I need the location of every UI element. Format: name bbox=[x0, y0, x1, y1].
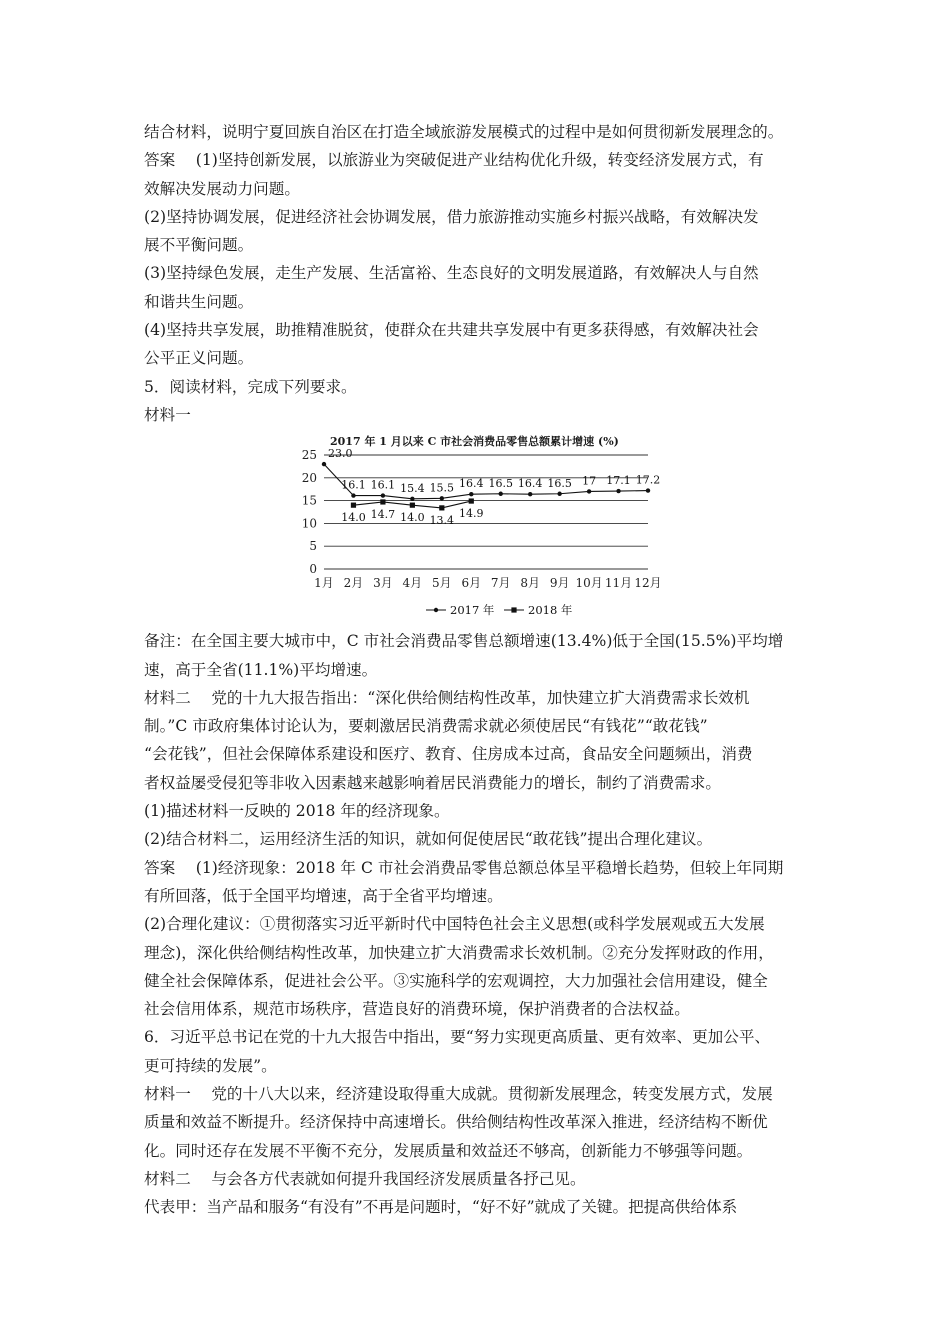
series-2017-point bbox=[499, 492, 503, 496]
question-6-heading: 6．习近平总书记在党的十九大报告中指出，要“努力实现更高质量、更有效率、更加公平、 bbox=[144, 1028, 771, 1047]
text-line: 公平正义问题。 bbox=[144, 349, 254, 368]
y-tick-label: 20 bbox=[301, 471, 317, 486]
y-tick-label: 25 bbox=[301, 448, 317, 463]
text-line: “会花钱”，但社会保障体系建设和医疗、教育、住房成本过高，食品安全问题频出，消费 bbox=[144, 745, 753, 764]
data-label: 15.4 bbox=[400, 482, 425, 496]
x-tick-label: 1月 bbox=[314, 576, 334, 591]
material-1-label: 材料一 bbox=[144, 405, 191, 424]
text-line: 更可持续的发展”。 bbox=[144, 1056, 277, 1075]
legend-label: 2017 年 bbox=[450, 603, 495, 618]
series-2017-point bbox=[351, 494, 355, 498]
line-chart-svg bbox=[144, 429, 824, 627]
answer-line: 答案 (1)经济现象：2018 年 C 市社会消费品零售总额总体呈平稳增长趋势，但较上年同期 bbox=[144, 858, 784, 877]
text-line: (2)坚持协调发展，促进经济社会协调发展，借力旅游推动实施乡村振兴战略，有效解决发 bbox=[144, 207, 759, 226]
data-label: 16.4 bbox=[459, 477, 484, 491]
data-label: 16.5 bbox=[547, 477, 572, 491]
text-block-upper bbox=[144, 118, 824, 429]
question-5-heading: 5．阅读材料，完成下列要求。 bbox=[144, 377, 357, 396]
series-2017-point bbox=[322, 462, 326, 466]
series-2017-point bbox=[381, 494, 385, 498]
series-2018-point bbox=[380, 500, 385, 505]
document-page bbox=[144, 118, 824, 1222]
x-tick-label: 9月 bbox=[549, 576, 570, 591]
series-2018-point bbox=[439, 506, 444, 511]
text-block-lower bbox=[144, 627, 824, 1221]
data-label: 16.4 bbox=[517, 477, 543, 491]
series-2017-point bbox=[646, 489, 650, 493]
x-tick-label: 7月 bbox=[490, 576, 511, 591]
material-2-text: 材料二 党的十九大报告指出：“深化供给侧结构性改革，加快建立扩大消费需求长效机 bbox=[144, 688, 750, 707]
data-label: 16.1 bbox=[370, 478, 396, 492]
legend-label: 2018 年 bbox=[528, 603, 573, 618]
material-1-text: 材料一 党的十八大以来，经济建设取得重大成就。贯彻新发展理念，转变发展方式，发展 bbox=[144, 1085, 773, 1104]
text-line: 速，高于全省(11.1%)平均增速。 bbox=[144, 660, 378, 679]
x-tick-label: 6月 bbox=[461, 576, 482, 591]
data-label: 17 bbox=[582, 474, 597, 488]
x-tick-label: 11月 bbox=[604, 576, 633, 591]
text-line: 者权益屡受侵犯等非收入因素越来越影响着居民消费能力的增长，制约了消费需求。 bbox=[144, 773, 721, 792]
series-2017-point bbox=[616, 489, 620, 493]
text-line: 结合材料，说明宁夏回族自治区在打造全域旅游发展模式的过程中是如何贯彻新发展理念的。 bbox=[144, 123, 784, 141]
text-line: 理念)，深化供给侧结构性改革，加快建立扩大消费需求长效机制。②充分发挥财政的作用， bbox=[144, 943, 774, 962]
data-label: 14.7 bbox=[370, 508, 396, 522]
x-tick-label: 8月 bbox=[520, 576, 541, 591]
data-label: 16.1 bbox=[341, 478, 366, 492]
series-2017-point bbox=[440, 496, 444, 500]
series-2017-point bbox=[410, 497, 414, 501]
data-label: 14.0 bbox=[341, 511, 366, 525]
x-tick-label: 10月 bbox=[575, 576, 603, 591]
series-2017-point bbox=[557, 492, 561, 496]
material-2-text: 材料二 与会各方代表就如何提升我国经济发展质量各抒己见。 bbox=[144, 1169, 586, 1188]
y-tick-label: 0 bbox=[309, 562, 317, 577]
text-line: 展不平衡问题。 bbox=[144, 236, 254, 255]
data-label: 13.4 bbox=[429, 514, 455, 528]
x-tick-label: 5月 bbox=[431, 576, 452, 591]
series-2018-point bbox=[469, 499, 474, 504]
text-line: 制。”C 市政府集体讨论认为，要刺激居民消费需求就必须使居民“有钱花”“敢花钱” bbox=[144, 717, 708, 736]
text-line: 效解决发展动力问题。 bbox=[144, 179, 300, 198]
x-tick-label: 4月 bbox=[402, 576, 423, 591]
y-tick-label: 15 bbox=[301, 493, 317, 508]
data-label: 15.5 bbox=[429, 481, 455, 495]
series-2017-point bbox=[528, 492, 532, 496]
text-line: 代表甲：当产品和服务“有没有”不再是问题时，“好不好”就成了关键。把提高供给体系 bbox=[144, 1198, 738, 1217]
data-label: 23.0 bbox=[328, 447, 353, 461]
text-line: (4)坚持共享发展，助推精准脱贫，使群众在共建共享发展中有更多获得感，有效解决社会 bbox=[144, 321, 759, 340]
text-line: 化。同时还存在发展不平衡不充分，发展质量和效益还不够高，创新能力不够强等问题。 bbox=[144, 1141, 753, 1160]
x-tick-label: 3月 bbox=[373, 576, 393, 591]
question-5-2: (2)结合材料二，运用经济生活的知识，就如何促使居民“敢花钱”提出合理化建议。 bbox=[144, 830, 713, 849]
series-2017-point bbox=[587, 490, 591, 494]
data-label: 17.1 bbox=[606, 474, 631, 488]
text-line: (3)坚持绿色发展，走生产发展、生活富裕、生态良好的文明发展道路，有效解决人与自然 bbox=[144, 264, 759, 283]
y-tick-label: 10 bbox=[301, 516, 317, 531]
series-2018-point bbox=[410, 503, 415, 508]
y-tick-label: 5 bbox=[309, 539, 317, 554]
text-line: 质量和效益不断提升。经济保持中高速增长。供给侧结构性改革深入推进，经济结构不断优 bbox=[144, 1113, 768, 1132]
text-line: 健全社会保障体系，促进社会公平。③实施科学的宏观调控，大力加强社会信用建设，健全 bbox=[144, 971, 768, 990]
data-label: 14.9 bbox=[459, 507, 484, 521]
growth-rate-chart bbox=[144, 429, 824, 627]
text-line: 有所回落，低于全国平均增速，高于全省平均增速。 bbox=[144, 886, 503, 905]
legend-2018-marker bbox=[511, 608, 516, 613]
series-2018-point bbox=[351, 503, 356, 508]
text-line: 答案 (1)坚持创新发展，以旅游业为突破促进产业结构优化升级，转变经济发展方式，有 bbox=[144, 151, 764, 170]
text-line: 备注：在全国主要大城市中，C 市社会消费品零售总额增速(13.4%)低于全国(15.5%)平均增 bbox=[144, 632, 784, 651]
data-label: 14.0 bbox=[400, 511, 425, 525]
data-label: 16.5 bbox=[488, 477, 513, 491]
question-5-1: (1)描述材料一反映的 2018 年的经济现象。 bbox=[144, 802, 450, 821]
text-line: (2)合理化建议：①贯彻落实习近平新时代中国特色社会主义思想(或科学发展观或五大发展 bbox=[144, 915, 765, 934]
x-tick-label: 2月 bbox=[343, 576, 364, 591]
text-line: 和谐共生问题。 bbox=[144, 292, 254, 311]
legend-2017-marker bbox=[434, 608, 438, 612]
text-line: 社会信用体系，规范市场秩序，营造良好的消费环境，保护消费者的合法权益。 bbox=[144, 1000, 690, 1019]
data-label: 17.2 bbox=[635, 473, 661, 487]
chart-title: 2017 年 1 月以来 C 市社会消费品零售总额累计增速 (%) bbox=[330, 435, 619, 449]
x-tick-label: 12月 bbox=[634, 576, 662, 591]
series-2017-point bbox=[469, 492, 473, 496]
